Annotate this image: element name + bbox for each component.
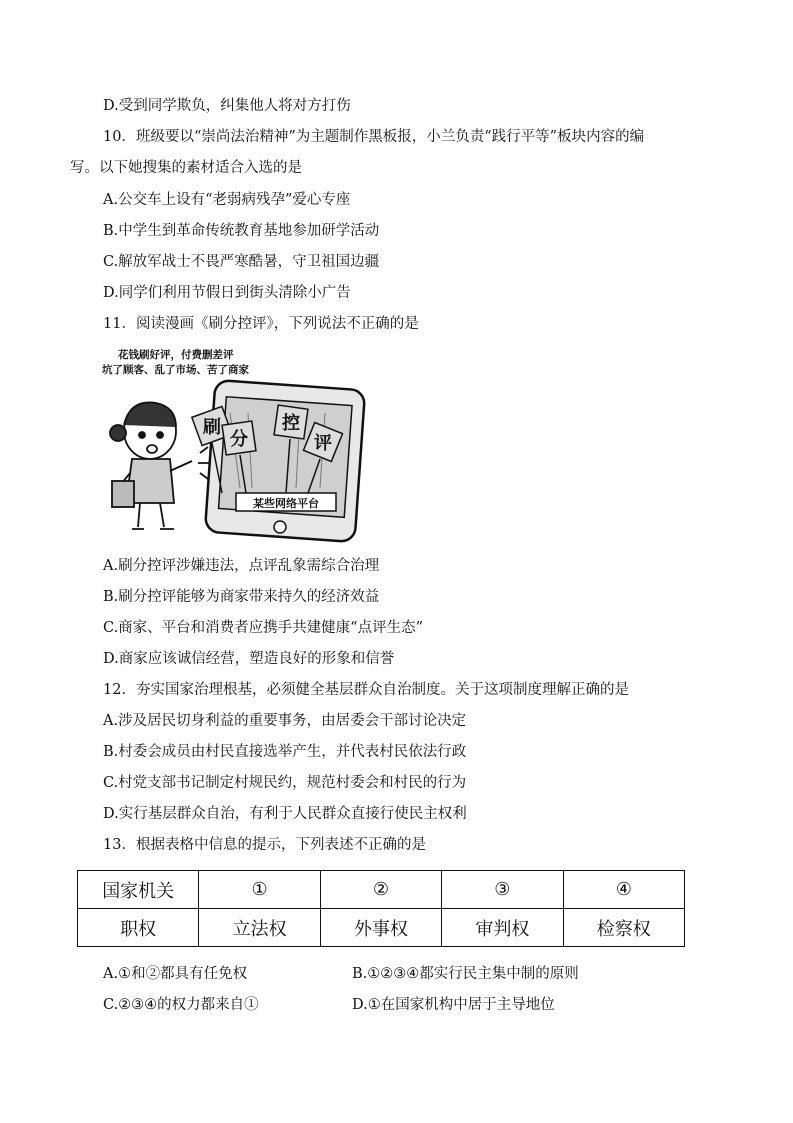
q10-stem-line1: 10．班级要以“崇尚法治精神”为主题制作黑板报，小兰负责“践行平等”板块内容的编 — [103, 129, 645, 145]
q12-option-d: D.实行基层群众自治，有利于人民群众直接行使民主权利 — [103, 806, 467, 822]
table-cell: 国家机关 — [78, 871, 199, 909]
q10-option-c: C.解放军战士不畏严寒酷暑，守卫祖国边疆 — [103, 254, 380, 270]
sign-2: 分 — [230, 429, 248, 450]
table-cell: 检察权 — [563, 909, 684, 947]
sign-3: 控 — [282, 413, 300, 434]
sign-1: 刷 — [203, 417, 221, 438]
q11-option-c: C.商家、平台和消费者应携手共建健康“点评生态” — [103, 620, 424, 636]
q12-stem: 12．夯实国家治理根基，必须健全基层群众自治制度。关于这项制度理解正确的是 — [103, 682, 629, 698]
q12-option-a: A.涉及居民切身利益的重要事务，由居委会干部讨论决定 — [103, 713, 467, 729]
q13-option-a: A.①和②都具有任免权 — [103, 966, 248, 982]
q10-option-a: A.公交车上设有“老弱病残孕”爱心专座 — [103, 192, 351, 208]
table-row — [78, 871, 685, 909]
sign-4: 评 — [314, 433, 332, 454]
q9-option-d: D.受到同学欺负，纠集他人将对方打伤 — [103, 98, 351, 114]
table-row — [78, 909, 685, 947]
table-cell: 外事权 — [320, 909, 441, 947]
organ-power-table — [77, 870, 685, 947]
q12-option-b: B.村委会成员由村民直接选举产生，并代表村民依法行政 — [103, 744, 467, 760]
q11-option-b: B.刷分控评能够为商家带来持久的经济效益 — [103, 589, 380, 605]
cartoon-caption-1: 花钱刷好评，付费删差评 — [118, 349, 234, 361]
q10-stem-line2: 写。以下她搜集的素材适合入选的是 — [70, 160, 302, 176]
table-cell: 立法权 — [199, 909, 320, 947]
table-cell: 职权 — [78, 909, 199, 947]
q12-option-c: C.村党支部书记制定村规民约，规范村委会和村民的行为 — [103, 775, 467, 791]
q13-option-b: B.①②③④都实行民主集中制的原则 — [352, 966, 579, 982]
phone-illustration — [205, 380, 365, 542]
q13-stem: 13．根据表格中信息的提示，下列表述不正确的是 — [103, 837, 426, 853]
q11-stem: 11．阅读漫画《刷分控评》，下列说法不正确的是 — [103, 316, 419, 332]
cartoon-caption-2: 坑了顾客、乱了市场、苦了商家 — [102, 364, 249, 376]
cartoon-image — [100, 343, 370, 543]
q13-option-c: C.②③④的权力都来自① — [103, 997, 259, 1013]
table-cell: ① — [199, 871, 320, 909]
q11-option-a: A.刷分控评涉嫌违法，点评乱象需综合治理 — [103, 558, 380, 574]
table-cell: 审判权 — [442, 909, 563, 947]
table-cell: ④ — [563, 871, 684, 909]
q11-option-d: D.商家应该诚信经营，塑造良好的形象和信誉 — [103, 651, 395, 667]
q10-option-b: B.中学生到革命传统教育基地参加研学活动 — [103, 223, 380, 239]
screen-label: 某些网络平台 — [253, 497, 319, 510]
table-cell: ② — [320, 871, 441, 909]
q13-option-d: D.①在国家机构中居于主导地位 — [352, 997, 555, 1013]
q10-option-d: D.同学们利用节假日到街头清除小广告 — [103, 285, 351, 301]
table-cell: ③ — [442, 871, 563, 909]
